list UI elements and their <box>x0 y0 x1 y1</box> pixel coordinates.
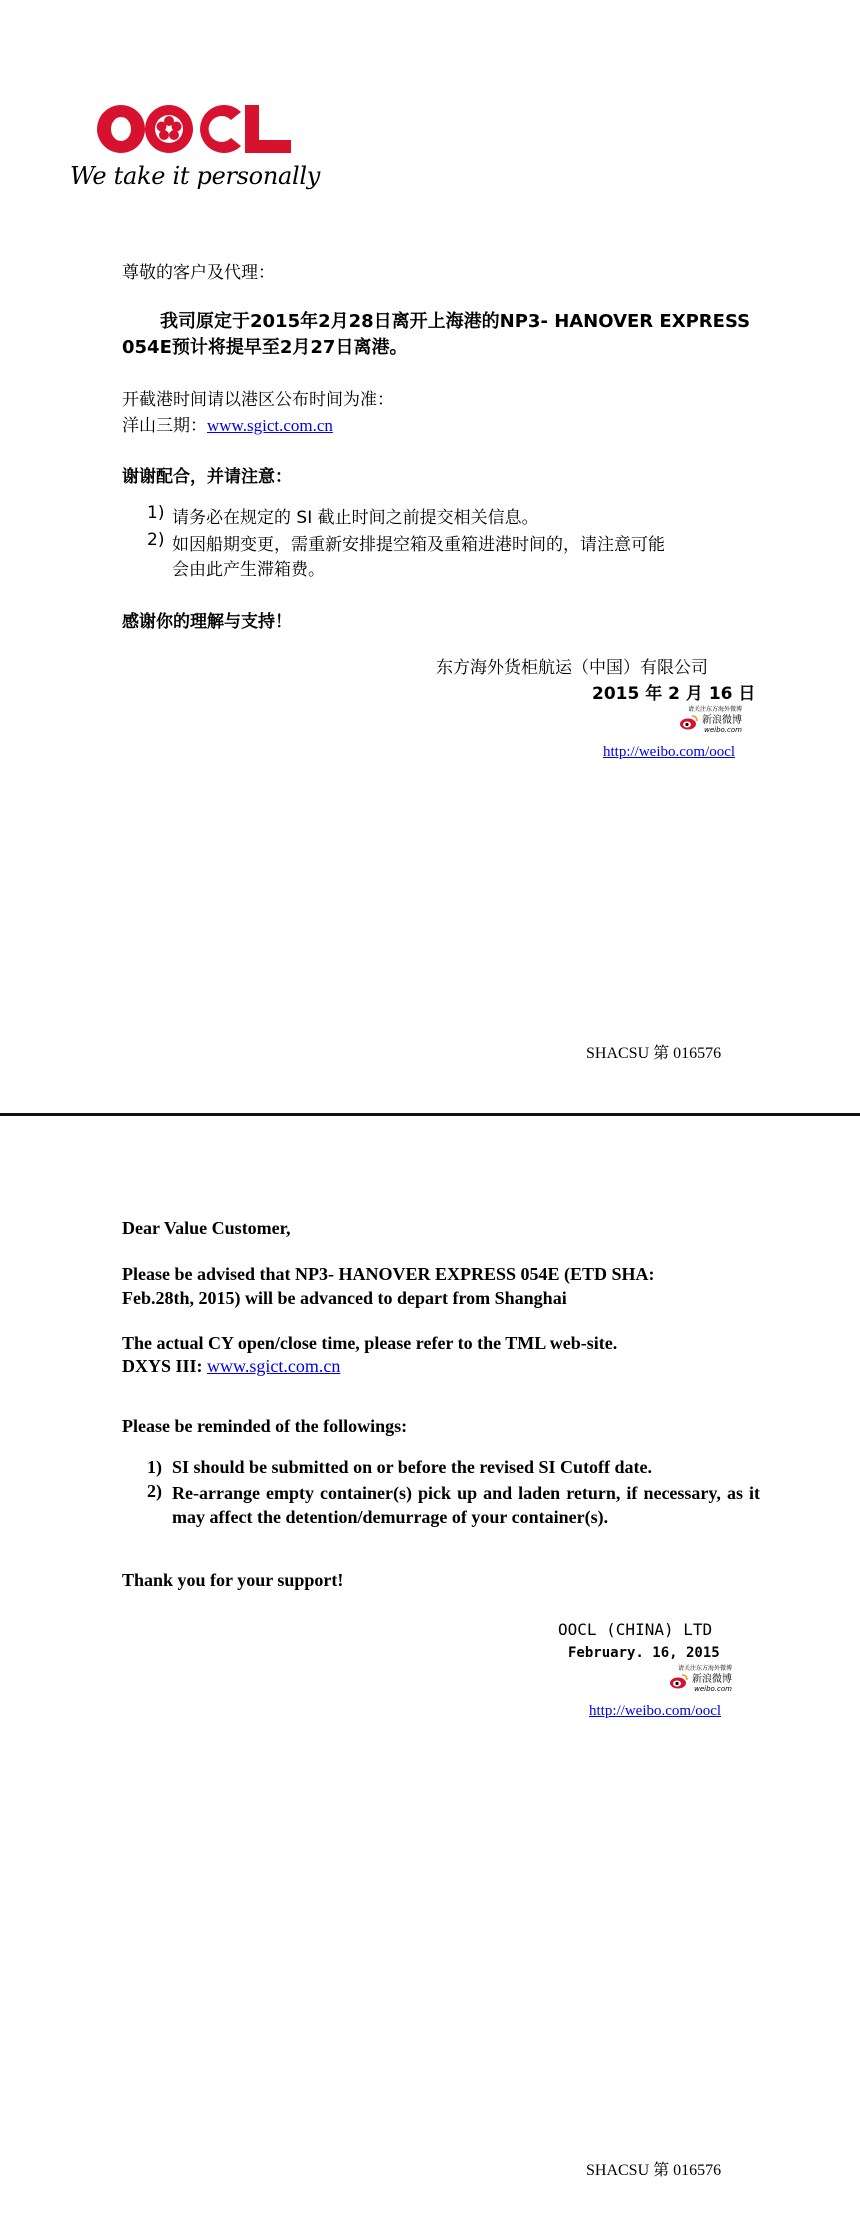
en-weibo-link[interactable]: http://weibo.com/oocl <box>589 1703 722 1719</box>
logo-tagline: We take it personally <box>70 162 321 190</box>
cn-weibo-tag: 请关注东方海外微博 <box>687 706 742 713</box>
cn-weibo-domain: weibo.com <box>704 726 742 734</box>
cn-date: 2015 年 2 月 16 日 <box>592 684 756 704</box>
en-item-1-num: 1) <box>147 1457 162 1477</box>
en-item-2-text: Re-arrange empty container(s) pick up and laden return, if necessary, as it may affect the detention/demurrage of your container(s). <box>172 1483 760 1527</box>
cn-ref-number: SHACSU 第 016576 <box>586 1045 722 1062</box>
en-weibo-name: 新浪微博 <box>692 1674 732 1685</box>
cn-notice-line1: 我司原定于2015年2月28日离开上海港的NP3- HANOVER EXPRESS <box>160 311 751 332</box>
en-reminded: Please be reminded of the followings: <box>122 1416 408 1436</box>
cn-weibo-link[interactable]: http://weibo.com/oocl <box>603 744 736 760</box>
oocl-logo <box>95 100 295 158</box>
cn-notice-line2: 054E预计将提早至2月27日离港。 <box>122 337 408 358</box>
cn-thanks: 感谢你的理解与支持！ <box>122 612 292 632</box>
cn-terminal-link[interactable]: www.sgict.com.cn <box>207 416 333 435</box>
cn-terminal-row <box>122 411 333 436</box>
en-weibo-tag: 请关注东方海外微博 <box>677 1665 732 1672</box>
en-terminal-link[interactable]: www.sgict.com.cn <box>207 1356 341 1376</box>
cn-weibo-name: 新浪微博 <box>702 715 742 726</box>
en-ref-number: SHACSU 第 016576 <box>586 2162 722 2179</box>
en-weibo-domain: weibo.com <box>694 1685 732 1693</box>
en-date: February. 16, 2015 <box>568 1645 720 1661</box>
cn-terminal-label: 洋山三期： <box>122 416 207 436</box>
en-weibo-badge <box>652 1665 732 1699</box>
en-greeting: Dear Value Customer, <box>122 1218 291 1238</box>
en-company: OOCL (CHINA) LTD <box>558 1620 713 1639</box>
cn-company: 东方海外货柜航运（中国）有限公司 <box>436 658 708 678</box>
en-advised-line2: Feb.28th, 2015) will be advanced to depart from Shanghai <box>122 1288 567 1308</box>
en-advised-line1: Please be advised that NP3- HANOVER EXPRESS 054E (ETD SHA: <box>122 1264 655 1284</box>
cn-attention: 谢谢配合，并请注意： <box>122 467 292 487</box>
cn-item-1-text: 请务必在规定的 SI 截止时间之前提交相关信息。 <box>172 508 539 528</box>
en-cy-line: The actual CY open/close time, please refer to the TML web-site. <box>122 1333 618 1353</box>
en-terminal-label: DXYS III: <box>122 1356 208 1376</box>
cn-item-2-num: 2) <box>147 530 165 550</box>
cn-weibo-badge <box>662 706 742 740</box>
en-terminal-row <box>122 1356 340 1377</box>
en-item-1-text: SI should be submitted on or before the revised SI Cutoff date. <box>172 1457 653 1477</box>
cn-greeting: 尊敬的客户及代理： <box>122 263 275 283</box>
cn-item-2-text: 如因船期变更，需重新安排提空箱及重箱进港时间的，请注意可能 <box>172 535 665 555</box>
cn-cutoff-line: 开截港时间请以港区公布时间为准： <box>122 390 394 410</box>
en-item-2-num: 2) <box>147 1481 162 1501</box>
weibo-icon <box>669 1673 689 1694</box>
cn-item-1-num: 1) <box>147 503 165 523</box>
en-thanks: Thank you for your support! <box>122 1570 344 1590</box>
cn-item-2-text-cont: 会由此产生滞箱费。 <box>172 560 325 580</box>
weibo-icon <box>679 714 699 735</box>
page-divider <box>0 1113 860 1116</box>
